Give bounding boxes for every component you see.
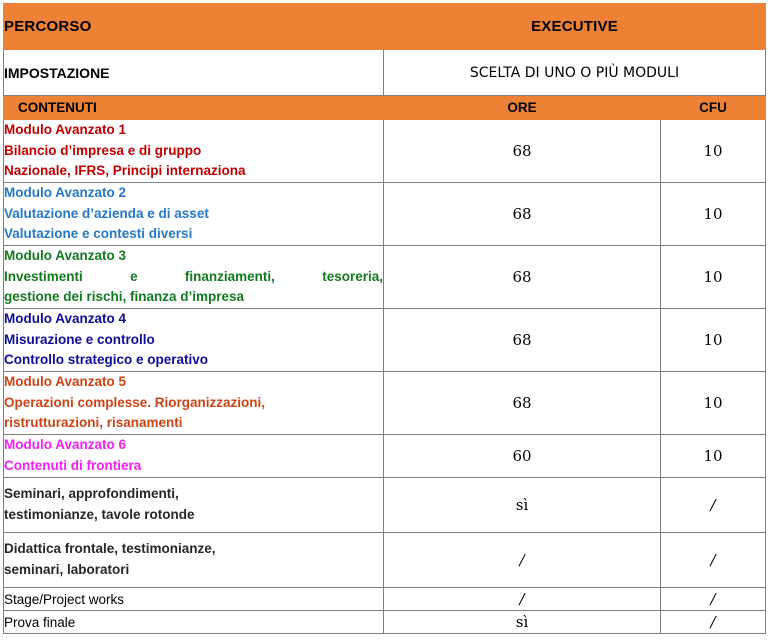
table-row xyxy=(4,478,766,533)
module-title: Modulo Avanzato 3 xyxy=(4,248,127,264)
table-row xyxy=(4,372,766,435)
column-header-ore: ORE xyxy=(384,96,661,120)
module-title: Modulo Avanzato 1 xyxy=(4,122,127,138)
final-label-cell: Stage/Project works xyxy=(4,588,384,611)
module-contenuti-cell xyxy=(4,246,384,309)
activity-line: Didattica frontale, testimonianze, xyxy=(4,541,216,557)
column-header-cfu: CFU xyxy=(661,96,766,120)
activity-contenuti-cell xyxy=(4,533,384,588)
table-row xyxy=(4,246,766,309)
module-contenuti-cell xyxy=(4,372,384,435)
module-title: Modulo Avanzato 5 xyxy=(4,374,127,390)
module-title: Modulo Avanzato 2 xyxy=(4,185,127,201)
table-row xyxy=(4,120,766,183)
final-ore-cell: sì xyxy=(384,611,661,634)
module-line: Nazionale, IFRS, Principi internaziona xyxy=(4,163,246,179)
column-header-contenuti: CONTENUTI xyxy=(4,96,384,120)
module-cfu-cell: 10 xyxy=(661,309,766,372)
activity-cfu-cell: / xyxy=(661,533,766,588)
module-title: Modulo Avanzato 4 xyxy=(4,311,127,327)
module-cfu-cell: 10 xyxy=(661,183,766,246)
module-line: Bilancio d’impresa e di gruppo xyxy=(4,142,202,158)
table-row xyxy=(4,611,766,634)
module-ore-cell: 68 xyxy=(384,372,661,435)
module-cfu-cell: 10 xyxy=(661,435,766,478)
module-line: gestione dei rischi, finanza d’impresa xyxy=(4,289,245,305)
table-row xyxy=(4,435,766,478)
final-cfu-cell: / xyxy=(661,588,766,611)
module-line: Misurazione e controllo xyxy=(4,331,155,347)
module-contenuti-cell xyxy=(4,309,384,372)
header-percorso-label: PERCORSO xyxy=(4,4,384,50)
module-line: Valutazione e contesti diversi xyxy=(4,226,193,242)
module-ore-cell: 68 xyxy=(384,309,661,372)
table-row xyxy=(4,183,766,246)
impostazione-row xyxy=(4,50,766,96)
module-title: Modulo Avanzato 6 xyxy=(4,437,127,453)
module-ore-cell: 68 xyxy=(384,246,661,309)
module-line: Investimenti e finanziamenti, tesoreria, xyxy=(4,268,383,284)
table-row xyxy=(4,588,766,611)
module-contenuti-cell xyxy=(4,183,384,246)
activity-contenuti-cell xyxy=(4,478,384,533)
activity-line: Seminari, approfondimenti, xyxy=(4,486,179,502)
module-contenuti-cell xyxy=(4,120,384,183)
module-line: Contenuti di frontiera xyxy=(4,458,142,473)
module-ore-cell: 68 xyxy=(384,120,661,183)
final-cfu-cell: / xyxy=(661,611,766,634)
module-contenuti-cell xyxy=(4,435,384,478)
header-executive-label: EXECUTIVE xyxy=(384,4,766,50)
module-cfu-cell: 10 xyxy=(661,246,766,309)
module-line: Controllo strategico e operativo xyxy=(4,352,209,368)
table-row xyxy=(4,533,766,588)
module-ore-cell: 60 xyxy=(384,435,661,478)
final-label-cell: Prova finale xyxy=(4,611,384,634)
impostazione-label: IMPOSTAZIONE xyxy=(4,50,384,96)
table-row xyxy=(4,309,766,372)
impostazione-value: SCELTA DI UNO O PIÙ MODULI xyxy=(384,50,766,96)
column-header-row xyxy=(4,96,766,120)
module-cfu-cell: 10 xyxy=(661,120,766,183)
course-structure-table xyxy=(3,3,766,634)
module-line: Valutazione d’azienda e di asset xyxy=(4,205,209,221)
activity-line: testimonianze, tavole rotonde xyxy=(4,507,195,522)
module-line: Operazioni complesse. Riorganizzazioni, xyxy=(4,394,266,410)
activity-line: seminari, laboratori xyxy=(4,562,130,577)
activity-cfu-cell: / xyxy=(661,478,766,533)
module-line: ristrutturazioni, risanamenti xyxy=(4,415,183,431)
final-ore-cell: / xyxy=(384,588,661,611)
module-ore-cell: 68 xyxy=(384,183,661,246)
module-cfu-cell: 10 xyxy=(661,372,766,435)
activity-ore-cell: / xyxy=(384,533,661,588)
table-header-row xyxy=(4,4,766,50)
activity-ore-cell: sì xyxy=(384,478,661,533)
